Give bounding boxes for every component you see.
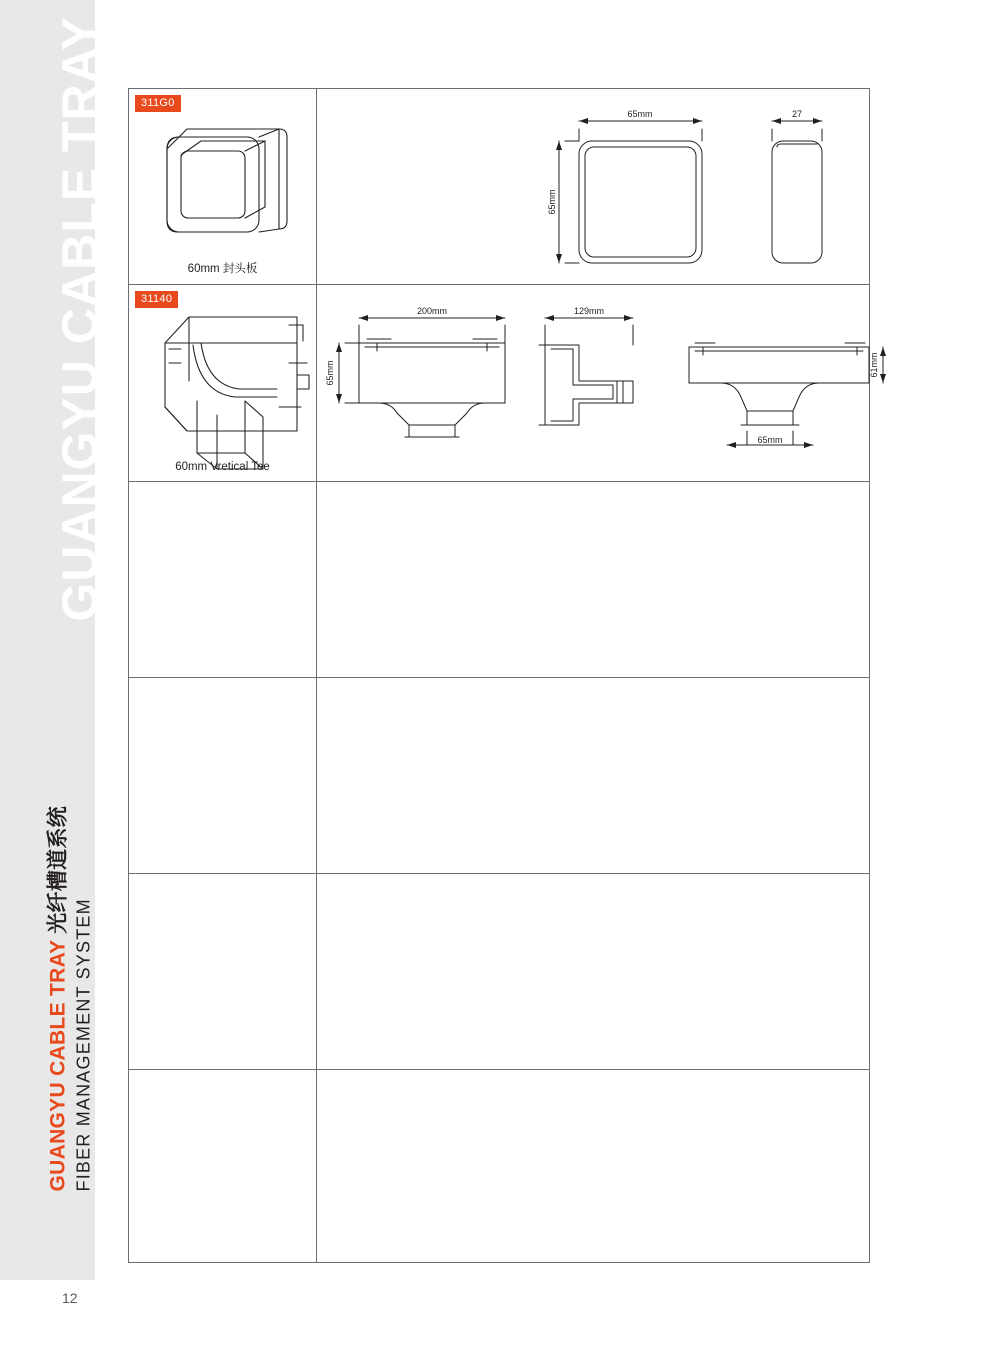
brand-line-primary [42, 632, 72, 1192]
dim-bottom-width: 65mm [757, 435, 783, 445]
product-code-badge: 311G0 [135, 95, 181, 112]
row-3-product-cell [129, 482, 317, 677]
table-row [129, 89, 869, 285]
product-table [128, 88, 879, 1263]
brand-en: GUANGYU CABLE TRAY [46, 933, 70, 1192]
side-brand-block [42, 632, 95, 1192]
row-3-dimension-cell [317, 482, 869, 677]
row-2-product-cell [129, 285, 317, 481]
brand-cn: 光纤槽道系统 [46, 805, 70, 934]
page-number: 12 [62, 1290, 78, 1306]
table-row [129, 482, 869, 678]
table-row [129, 285, 879, 482]
dim-side-width: 129mm [573, 306, 605, 316]
row-1-product-cell [129, 89, 317, 284]
row-1-caption: 60mm 封头板 [187, 263, 258, 275]
table-row [129, 678, 869, 874]
table-row [129, 874, 869, 1070]
row-1-dimension-cell [317, 89, 869, 284]
table-row [129, 1070, 869, 1262]
row-2-perspective-drawing [129, 285, 316, 481]
dim-left-height: 65mm [547, 189, 557, 215]
row-6-product-cell [129, 1070, 317, 1262]
row-1-dimension-drawing [317, 89, 869, 284]
row-5-product-cell [129, 874, 317, 1069]
row-5-dimension-cell [317, 874, 869, 1069]
dim-front-width: 200mm [416, 306, 448, 316]
row-4-product-cell [129, 678, 317, 873]
row-1-perspective-drawing [129, 89, 316, 284]
row-6-dimension-cell [317, 1070, 869, 1262]
dim-side-width: 27 [791, 109, 803, 119]
dim-left-height: 65mm [325, 360, 335, 386]
row-4-dimension-cell [317, 678, 869, 873]
brand-line-secondary: FIBER MANAGEMENT SYSTEM [73, 898, 94, 1192]
band-title: GUANGYU CABLE TRAY [52, 16, 108, 622]
row-2-caption: 60mm Vretical Tee [175, 461, 270, 473]
dim-top-width: 65mm [627, 109, 653, 119]
product-code-badge: 31140 [135, 291, 178, 308]
dim-right-height: 61mm [869, 352, 879, 378]
row-2-dimension-cell [317, 285, 879, 481]
row-2-dimension-drawing [317, 285, 879, 481]
